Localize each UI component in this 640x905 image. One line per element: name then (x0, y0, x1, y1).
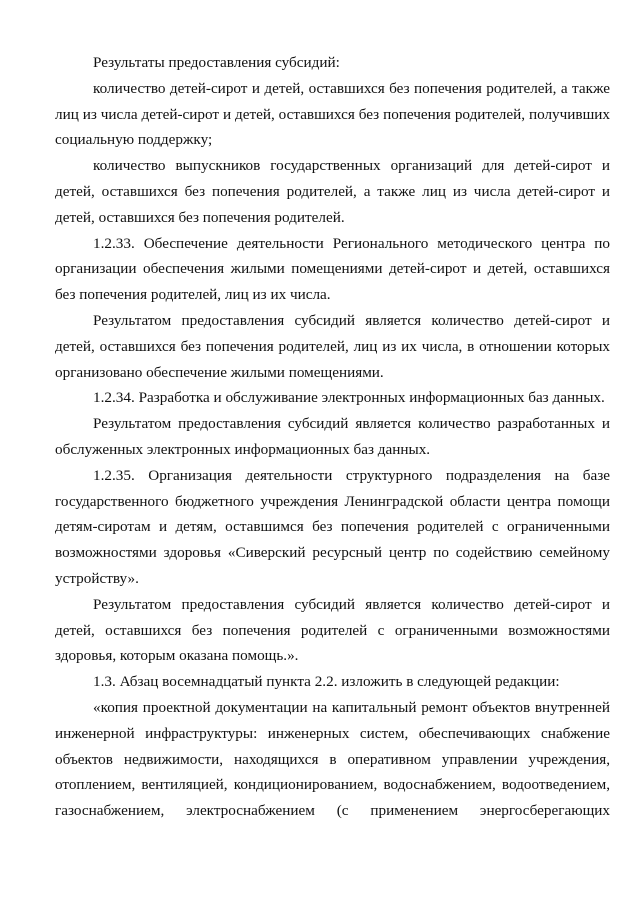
paragraph-1-2-33: 1.2.33. Обеспечение деятельности Регионального методического центра по организации обеспечения жилыми помещениями детей-сирот и детей, оставшихся без попечения родителей, лиц из их числа. (55, 234, 610, 304)
paragraph-1-3: 1.3. Абзац восемнадцатый пункта 2.2. изложить в следующей редакции: (93, 673, 560, 691)
paragraph-project-documentation: «копия проектной документации на капитальный ремонт объектов внутренней инженерной инфраструктуры: инженерных систем, обеспечивающих снабжение объектов недвижимости, находящихся в оперативном управлении учреждения, отоплением, вентиляцией, кондиционированием, водоснабжением, водоотведением, газоснабжением, электроснабжением (с применением энергосберегающих (55, 698, 610, 820)
paragraph-graduates-count: количество выпускников государственных организаций для детей-сирот и детей, оставшихся без попечения родителей, а также лиц из числа детей-сирот и детей, оставшихся без попечения родителей. (55, 157, 610, 226)
paragraph-result-assistance: Результатом предоставления субсидий является количество детей-сирот и детей, оставшихся без попечения родителей с ограниченными возможностями здоровья, которым оказана помощь.». (55, 595, 610, 665)
paragraph-result-housing: Результатом предоставления субсидий является количество детей-сирот и детей, оставшихся без попечения родителей, лиц из их числа, в отношении которых организовано обеспечение жилыми помещениями. (55, 311, 610, 381)
paragraph-1-2-35: 1.2.35. Организация деятельности структурного подразделения на базе государственного бюджетного учреждения Ленинградской области центра помощи детям-сиротам и детям, оставшимся без попечения родителей с ограниченными возможностями здоровья «Сиверский ресурсный центр по содействию семейному устройству». (55, 466, 610, 587)
paragraph-orphans-supported: количество детей-сирот и детей, оставшихся без попечения родителей, а также лиц из числа детей-сирот и детей, оставшихся без попечения родителей, получивших социальную поддержку; (55, 79, 610, 149)
paragraph-results-heading: Результаты предоставления субсидий: (93, 54, 340, 71)
document-page (55, 50, 610, 824)
paragraph-1-2-34: 1.2.34. Разработка и обслуживание электронных информационных баз данных. (93, 389, 605, 407)
paragraph-result-databases: Результатом предоставления субсидий является количество разработанных и обслуженных электронных информационных баз данных. (55, 415, 610, 458)
